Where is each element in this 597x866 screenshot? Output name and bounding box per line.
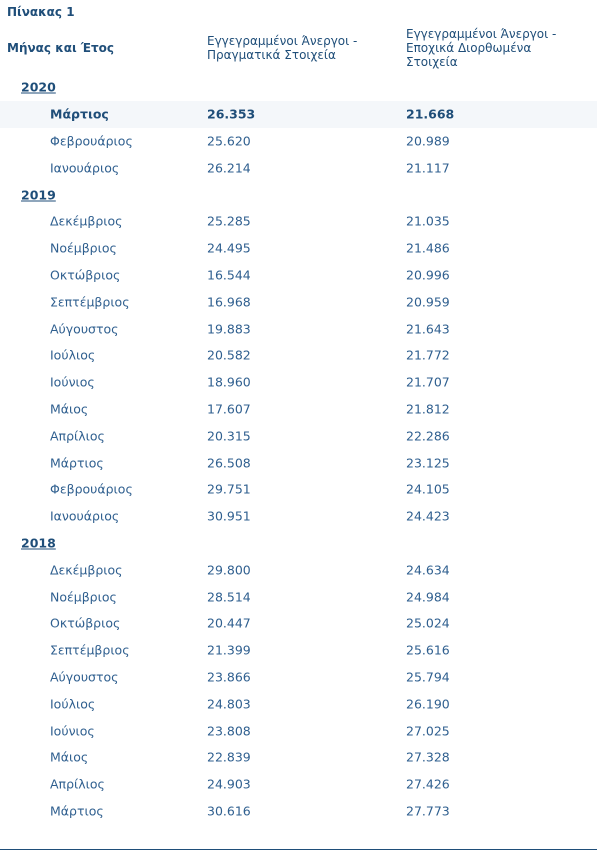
table-row (0, 637, 597, 664)
month-cell: Ιανουάριος (50, 508, 120, 524)
month-cell: Φεβρουάριος (50, 481, 133, 497)
month-cell: Μάρτιος (50, 106, 109, 122)
month-cell: Αύγουστος (50, 321, 119, 337)
month-cell: Ιούλιος (50, 347, 96, 363)
actual-value-cell: 20.582 (207, 347, 251, 363)
adjusted-value-cell: 21.117 (406, 160, 450, 176)
column-header-actual: Εγγεγραμμένοι Άνεργοι - Πραγματικά Στοιχεία (207, 34, 358, 62)
month-cell: Δεκέμβριος (50, 213, 123, 229)
year-group-header (0, 181, 597, 208)
table-row (0, 476, 597, 503)
adjusted-value-cell: 21.486 (406, 240, 450, 256)
table-row (0, 208, 597, 235)
actual-value-cell: 25.285 (207, 213, 251, 229)
actual-value-cell: 29.751 (207, 481, 251, 497)
table-row (0, 128, 597, 155)
actual-value-cell: 20.315 (207, 428, 251, 444)
adjusted-value-cell: 23.125 (406, 455, 450, 471)
adjusted-value-cell: 27.773 (406, 803, 450, 819)
actual-value-cell: 24.903 (207, 776, 251, 792)
month-cell: Νοέμβριος (50, 589, 117, 605)
actual-value-cell: 26.214 (207, 160, 251, 176)
table-row (0, 556, 597, 583)
month-cell: Οκτώβριος (50, 615, 121, 631)
table-row (0, 262, 597, 289)
table-row (0, 449, 597, 476)
actual-value-cell: 24.495 (207, 240, 251, 256)
adjusted-value-cell: 26.190 (406, 696, 450, 712)
adjusted-value-cell: 20.996 (406, 267, 450, 283)
year-group-header (0, 530, 597, 557)
table-row (0, 315, 597, 342)
adjusted-value-cell: 21.035 (406, 213, 450, 229)
year-label: 2018 (21, 535, 56, 551)
adjusted-value-cell: 25.616 (406, 642, 450, 658)
actual-value-cell: 18.960 (207, 374, 251, 390)
actual-value-cell: 23.866 (207, 669, 251, 685)
table-title: Πίνακας 1 (7, 5, 75, 19)
adjusted-value-cell: 24.634 (406, 562, 450, 578)
actual-value-cell: 30.951 (207, 508, 251, 524)
actual-value-cell: 30.616 (207, 803, 251, 819)
table-row (0, 583, 597, 610)
adjusted-value-cell: 25.794 (406, 669, 450, 685)
month-cell: Μάρτιος (50, 803, 104, 819)
table-row (0, 235, 597, 262)
year-label: 2019 (21, 187, 56, 203)
actual-value-cell: 19.883 (207, 321, 251, 337)
table-row (0, 690, 597, 717)
adjusted-value-cell: 21.772 (406, 347, 450, 363)
month-cell: Φεβρουάριος (50, 133, 133, 149)
month-cell: Ιούλιος (50, 696, 96, 712)
column-header-adjusted: Εγγεγραμμένοι Άνεργοι - Εποχικά Διορθωμένα Στοιχεία (406, 27, 557, 69)
month-cell: Σεπτέμβριος (50, 294, 130, 310)
month-cell: Νοέμβριος (50, 240, 117, 256)
table-row (0, 342, 597, 369)
month-cell: Μάιος (50, 401, 89, 417)
month-cell: Δεκέμβριος (50, 562, 123, 578)
actual-value-cell: 25.620 (207, 133, 251, 149)
actual-value-cell: 17.607 (207, 401, 251, 417)
actual-value-cell: 21.399 (207, 642, 251, 658)
month-cell: Μάρτιος (50, 455, 104, 471)
month-cell: Μάιος (50, 749, 89, 765)
adjusted-value-cell: 27.328 (406, 749, 450, 765)
actual-value-cell: 22.839 (207, 749, 251, 765)
month-cell: Απρίλιος (50, 428, 105, 444)
table-row (0, 503, 597, 530)
month-cell: Αύγουστος (50, 669, 119, 685)
table-row (0, 610, 597, 637)
actual-value-cell: 29.800 (207, 562, 251, 578)
actual-value-cell: 24.803 (207, 696, 251, 712)
month-cell: Ιούνιος (50, 723, 95, 739)
adjusted-value-cell: 24.984 (406, 589, 450, 605)
adjusted-value-cell: 27.426 (406, 776, 450, 792)
actual-value-cell: 16.968 (207, 294, 251, 310)
adjusted-value-cell: 24.105 (406, 481, 450, 497)
actual-value-cell: 28.514 (207, 589, 251, 605)
table-row (0, 101, 597, 128)
month-cell: Ιανουάριος (50, 160, 120, 176)
actual-value-cell: 20.447 (207, 615, 251, 631)
table-row (0, 154, 597, 181)
month-cell: Οκτώβριος (50, 267, 121, 283)
column-header-month-year: Μήνας και Έτος (7, 41, 114, 55)
table-row (0, 664, 597, 691)
adjusted-value-cell: 21.643 (406, 321, 450, 337)
adjusted-value-cell: 20.989 (406, 133, 450, 149)
adjusted-value-cell: 21.668 (406, 106, 455, 122)
actual-value-cell: 23.808 (207, 723, 251, 739)
table-row (0, 771, 597, 798)
adjusted-value-cell: 22.286 (406, 428, 450, 444)
month-cell: Απρίλιος (50, 776, 105, 792)
adjusted-value-cell: 21.707 (406, 374, 450, 390)
table-row (0, 396, 597, 423)
actual-value-cell: 26.353 (207, 106, 256, 122)
table-row (0, 288, 597, 315)
table-row (0, 744, 597, 771)
table-row (0, 717, 597, 744)
adjusted-value-cell: 20.959 (406, 294, 450, 310)
adjusted-value-cell: 21.812 (406, 401, 450, 417)
month-cell: Ιούνιος (50, 374, 95, 390)
table-bottom-divider (0, 849, 597, 850)
table-row (0, 369, 597, 396)
actual-value-cell: 26.508 (207, 455, 251, 471)
year-label: 2020 (21, 79, 56, 95)
table-row (0, 422, 597, 449)
adjusted-value-cell: 24.423 (406, 508, 450, 524)
actual-value-cell: 16.544 (207, 267, 251, 283)
table-body (0, 74, 597, 824)
table-row (0, 798, 597, 825)
month-cell: Σεπτέμβριος (50, 642, 130, 658)
year-group-header (0, 74, 597, 101)
adjusted-value-cell: 27.025 (406, 723, 450, 739)
adjusted-value-cell: 25.024 (406, 615, 450, 631)
